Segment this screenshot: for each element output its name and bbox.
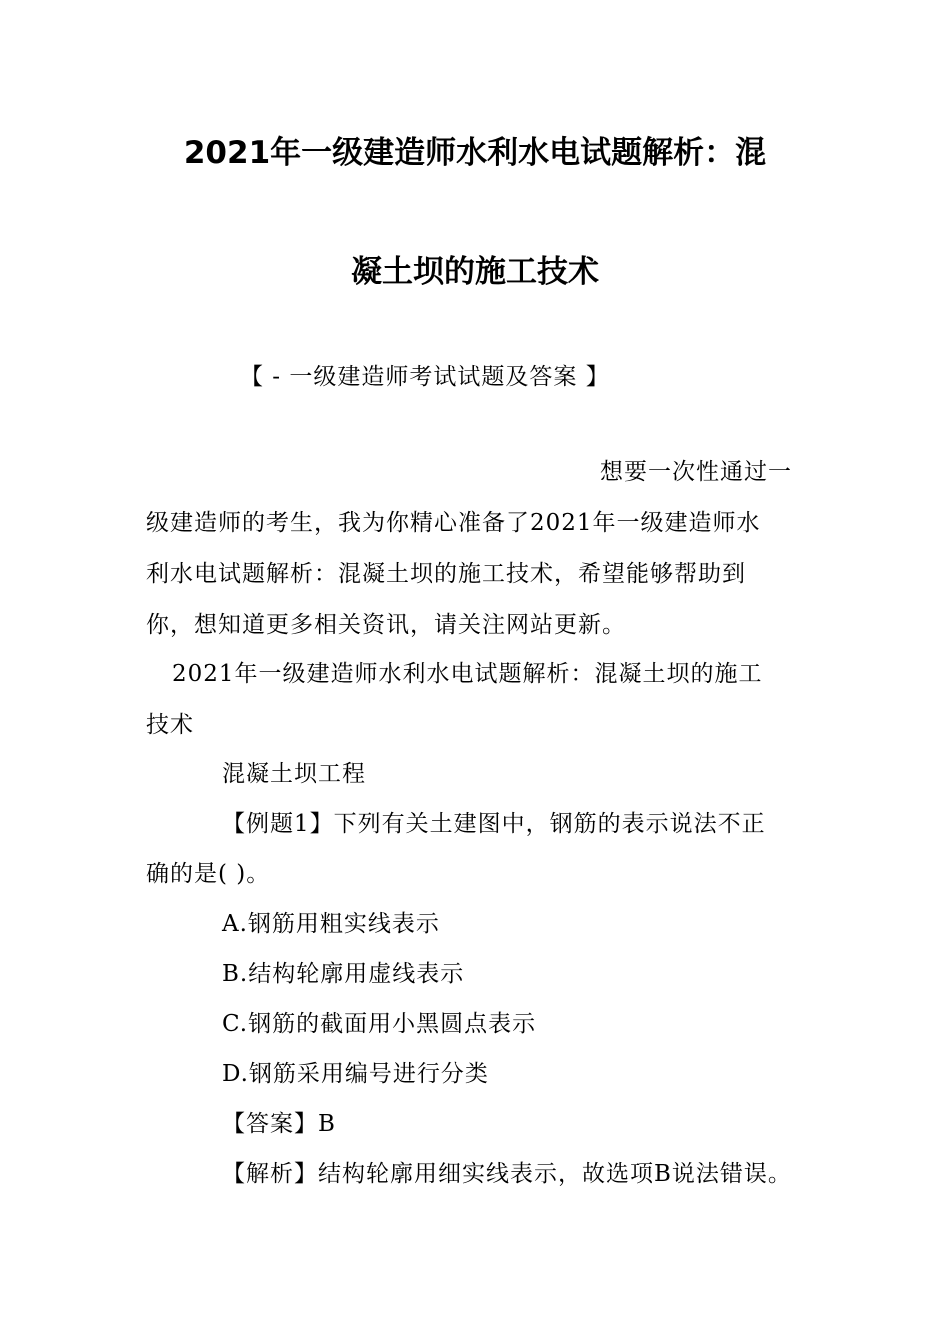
intro-line-4: 你，想知道更多相关资讯，请关注网站更新。 <box>146 612 626 638</box>
question-line-1: 【例题1】下列有关土建图中，钢筋的表示说法不正 <box>222 811 766 837</box>
subtitle: 【 - 一级建造师考试试题及答案 】 <box>240 364 610 390</box>
section-heading: 混凝土坝工程 <box>222 761 366 787</box>
heading-line-1: 2021年一级建造师水利水电试题解析：混凝土坝的施工 <box>172 661 763 687</box>
title-line-1: 2021年一级建造师水利水电试题解析：混 <box>183 135 767 171</box>
explanation: 【解析】结构轮廓用细实线表示，故选项B说法错误。 <box>222 1161 792 1187</box>
heading-line-2: 技术 <box>146 712 194 738</box>
answer: 【答案】B <box>222 1111 336 1137</box>
intro-line-1: 想要一次性通过一 <box>600 459 792 485</box>
option-d: D.钢筋采用编号进行分类 <box>222 1061 489 1087</box>
title-line-2: 凝土坝的施工技术 <box>351 254 599 290</box>
intro-line-3: 利水电试题解析：混凝土坝的施工技术，希望能够帮助到 <box>146 561 746 587</box>
intro-line-2: 级建造师的考生，我为你精心准备了2021年一级建造师水 <box>146 510 761 536</box>
option-b: B.结构轮廓用虚线表示 <box>222 961 465 987</box>
question-line-2: 确的是( )。 <box>146 861 271 887</box>
option-a: A.钢筋用粗实线表示 <box>222 911 440 937</box>
option-c: C.钢筋的截面用小黑圆点表示 <box>222 1011 537 1037</box>
